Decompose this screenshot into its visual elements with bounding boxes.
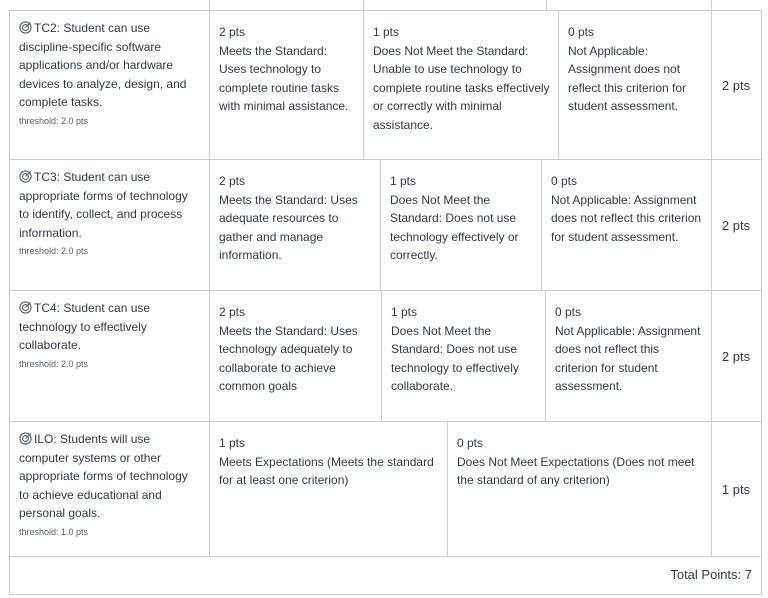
rating-description: Meets Expectations (Meets the standard for at least one criterion) — [219, 454, 434, 487]
rating-points: 1 pts — [219, 436, 246, 450]
criterion-description — [10, 11, 210, 159]
criterion-description — [10, 422, 210, 556]
criterion-points: 2 pts — [721, 217, 751, 233]
previous-row-divider — [546, 0, 547, 10]
rating-description: Does Not Meet the Standard: Does not use technology effectively or correctly. — [390, 192, 519, 262]
criterion-title: ILO: Students will use computer systems or other appropriate forms of technology to achieve educational and personal goals. — [19, 432, 188, 520]
criterion-title: TC3: Student can use appropriate forms of technology to identify, collect, and process information. — [19, 170, 188, 240]
criterion-row-ilo — [9, 422, 762, 557]
criterion-description — [10, 160, 210, 290]
outcome-target-icon — [19, 301, 32, 314]
total-points: Total Points: 7 — [670, 567, 752, 582]
rating-points: 0 pts — [457, 436, 484, 450]
rating-description: Not Applicable: Assignment does not reflect this criterion for student assessment. — [568, 43, 687, 113]
rating-points: 1 pts — [391, 305, 418, 319]
rating-cell[interactable] — [546, 291, 712, 421]
outcome-target-icon — [19, 432, 32, 445]
rating-points: 1 pts — [373, 25, 400, 39]
rating-cell[interactable] — [542, 160, 712, 290]
outcome-target-icon — [19, 21, 32, 34]
rating-cell[interactable] — [381, 160, 542, 290]
rating-cell[interactable] — [210, 422, 448, 556]
criterion-row-tc4 — [9, 291, 762, 422]
rating-cell[interactable] — [210, 11, 364, 159]
criterion-title: TC2: Student can use discipline-specific software applications and/or hardware devices to analyze, design, and complete tasks. — [19, 21, 187, 109]
criterion-points: 2 pts — [721, 348, 751, 364]
criterion-description — [10, 291, 210, 421]
rating-cell[interactable] — [364, 11, 559, 159]
criterion-row-tc3 — [9, 160, 762, 291]
criterion-threshold: threshold: 1.0 pts — [19, 526, 89, 537]
rating-description: Meets the Standard: Uses technology to complete routine tasks with minimal assistance. — [219, 43, 349, 113]
rating-cell[interactable] — [382, 291, 546, 421]
rating-description: Not Applicable: Assignment does not reflect this criterion for student assessment. — [555, 323, 701, 393]
rating-description: Meets the Standard: Uses adequate resources to gather and manage information. — [219, 192, 358, 262]
previous-row-divider — [363, 0, 364, 10]
rating-cell[interactable] — [210, 160, 381, 290]
rating-description: Meets the Standard: Uses technology adequately to collaborate to achieve common goals — [219, 323, 358, 393]
rating-points: 2 pts — [219, 174, 246, 188]
rating-description: Does Not Meet Expectations (Does not meet the standard of any criterion) — [457, 454, 695, 487]
outcome-target-icon — [19, 170, 32, 183]
criterion-threshold: threshold: 2.0 pts — [19, 246, 89, 256]
rating-points: 0 pts — [551, 174, 578, 188]
rating-description: Does Not Meet the Standard: Does not use technology to effectively collaborate. — [391, 323, 519, 393]
total-row — [9, 557, 762, 595]
criterion-title: TC4: Student can use technology to effectively collaborate. — [19, 301, 151, 352]
rubric-table — [9, 0, 762, 595]
rating-points: 1 pts — [390, 174, 417, 188]
criterion-threshold: threshold: 2.0 pts — [19, 358, 89, 369]
rating-description: Not Applicable: Assignment does not reflect this criterion for student assessment. — [551, 192, 702, 244]
rating-points: 2 pts — [219, 25, 246, 39]
rating-cell[interactable] — [559, 11, 712, 159]
rating-cell[interactable] — [210, 291, 382, 421]
rating-description: Does Not Meet the Standard: Unable to use technology to complete routine tasks effectively or correctly with minimal assistance. — [373, 43, 550, 132]
previous-row-divider — [711, 0, 712, 10]
criterion-points: 1 pts — [721, 481, 751, 497]
criterion-points: 2 pts — [721, 77, 751, 93]
criterion-threshold: threshold: 2.0 pts — [19, 115, 89, 126]
previous-row-divider — [209, 0, 210, 10]
criterion-row-tc2 — [9, 10, 762, 160]
rating-cell[interactable] — [448, 422, 712, 556]
rating-points: 0 pts — [568, 25, 595, 39]
rating-points: 2 pts — [219, 305, 246, 319]
rating-points: 0 pts — [555, 305, 582, 319]
